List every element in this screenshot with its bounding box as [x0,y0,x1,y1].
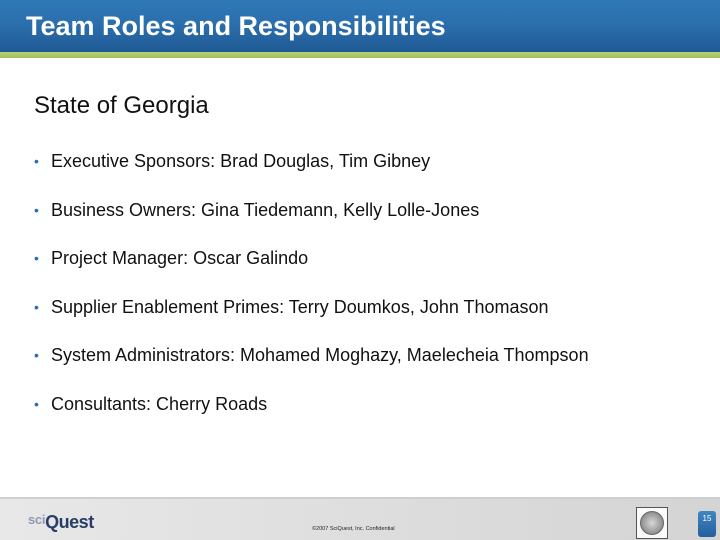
bullet-text: Supplier Enablement Primes: Terry Doumkos, John Thomason [51,296,549,317]
bullet-text: Consultants: Cherry Roads [51,393,268,414]
page-number: 15 [702,514,712,523]
copyright-text: ©2007 SciQuest, Inc. Confidential [312,526,395,532]
footer-bar [0,497,720,540]
bullet-icon: • [34,153,39,169]
bullet-item [34,344,694,393]
bullet-item [34,393,694,442]
slide-title: Team Roles and Responsibilities [26,11,446,41]
bullet-text: Business Owners: Gina Tiedemann, Kelly Lolle-Jones [51,199,480,220]
page-number-badge [698,511,716,537]
bullet-list [34,150,694,441]
bullet-icon: • [34,395,39,412]
seal-icon [636,507,668,539]
bullet-item [34,296,694,345]
title-bar [0,0,720,52]
bullet-icon: • [34,201,39,218]
bullet-item [34,247,694,296]
bullet-text: System Administrators: Mohamed Moghazy, Maelecheia Thompson [51,345,589,365]
bullet-item [34,199,694,248]
accent-divider [0,52,720,58]
bullet-icon: • [34,298,39,315]
bullet-text: Executive Sponsors: Brad Douglas, Tim Gibney [51,151,431,171]
bullet-icon: • [34,250,39,266]
logo-prefix: sci [28,512,46,527]
slide-subtitle: State of Georgia [34,92,209,119]
bullet-item [34,150,694,199]
seal-emblem [640,511,664,535]
bullet-icon: • [34,347,39,363]
bullet-text: Project Manager: Oscar Galindo [51,248,309,268]
logo-main: Quest [45,512,94,532]
sciquest-logo [28,512,94,534]
